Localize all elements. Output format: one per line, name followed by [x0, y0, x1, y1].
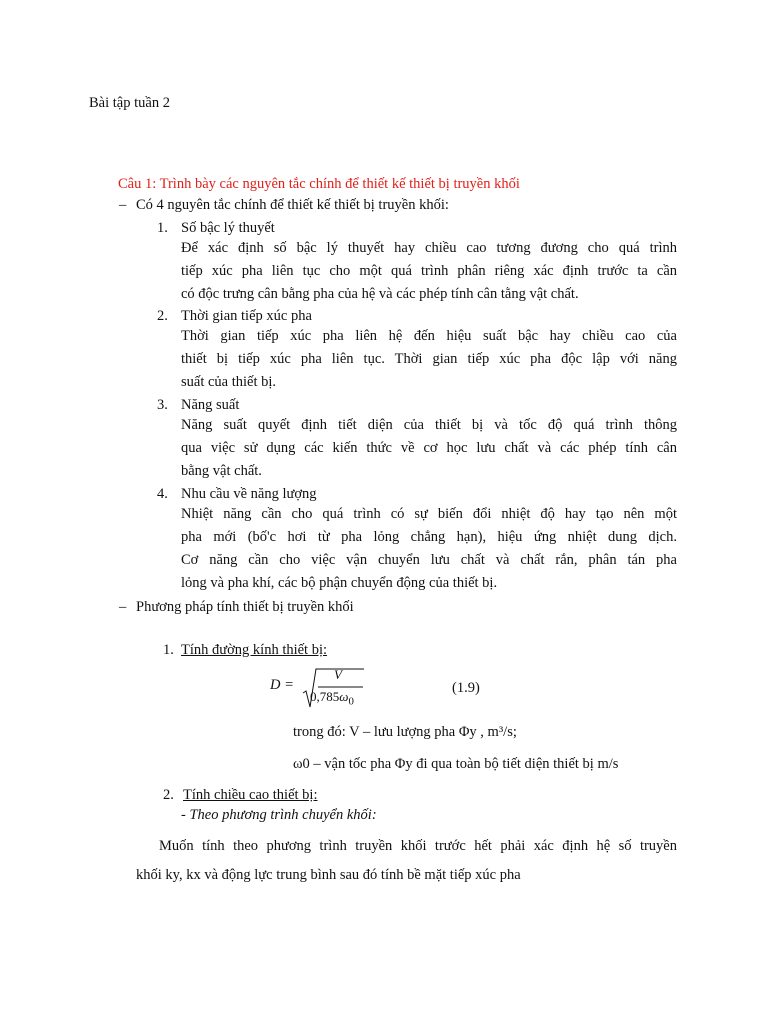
bullet-dash: – — [119, 599, 127, 615]
principle-1-title: Số bậc lý thuyết — [181, 220, 275, 236]
equation-number: (1.9) — [452, 680, 480, 696]
principle-3-line: Năng suất quyết định tiết diện của thiết bị và tốc độ quá trình thông — [181, 417, 677, 433]
principle-2-line: thiết bị tiếp xúc pha liên tục. Thời gian tiếp xúc pha độc lập với năng — [181, 351, 677, 367]
principle-4-number: 4. — [157, 486, 168, 502]
formula-lhs: D = — [270, 677, 294, 693]
bullet-dash: – — [119, 197, 127, 213]
principle-2-line: Thời gian tiếp xúc pha liên hệ đến hiệu suất bậc hay chiều cao của — [181, 328, 677, 344]
diameter-formula — [270, 665, 400, 711]
principle-2-number: 2. — [157, 308, 168, 324]
principle-3-number: 3. — [157, 397, 168, 413]
principle-4-line: Nhiệt năng cần cho quá trình có sự biến đổi nhiệt độ hay tạo nên một — [181, 506, 677, 522]
step-1-title: Tính đường kính thiết bị: — [181, 642, 328, 658]
step-2-subtitle: - Theo phương trình chuyển khối: — [181, 807, 377, 823]
principle-4-line: pha mới (bố'c hơi từ pha lỏng chẳng hạn), hiệu ứng nhiệt dung dịch. — [181, 529, 677, 545]
principle-3-title: Năng suất — [181, 397, 240, 413]
step-2-paragraph-line: Muốn tính theo phương trình truyền khối trước hết phải xác định hệ số truyền — [159, 838, 677, 854]
step-1-number: 1. — [163, 642, 174, 658]
where-line-flow: trong đó: V – lưu lượng pha Φy , m³/s; — [293, 724, 517, 740]
principle-2-line: suất của thiết bị. — [181, 374, 277, 390]
principle-1-number: 1. — [157, 220, 168, 236]
step-2-title: Tính chiều cao thiết bị: — [183, 787, 318, 803]
principle-4-line: lỏng và pha khí, các bộ phận chuyển động của thiết bị. — [181, 575, 498, 591]
principle-4-line: Cơ năng cần cho việc vận chuyển lưu chất và chất rắn, phân tán pha — [181, 552, 677, 568]
formula-numerator: V — [334, 667, 342, 682]
principle-3-line: qua việc sử dụng các kiến thức về cơ học lưu chất và các phép tính cân — [181, 440, 677, 456]
where-line-velocity: ω0 – vận tốc pha Φy đi qua toàn bộ tiết diện thiết bị m/s — [293, 756, 619, 772]
step-2-paragraph-line: khối ky, kx và động lực trung bình sau đó tính bề mặt tiếp xúc pha — [136, 867, 521, 883]
principle-3-line: bằng vật chất. — [181, 463, 262, 479]
principle-2-title: Thời gian tiếp xúc pha — [181, 308, 312, 324]
principle-1-line: có độc trưng cân bằng pha của hệ và các phép tính cân tằng vật chất. — [181, 286, 579, 302]
formula-denominator: $0,785\omega_0$ — [310, 689, 354, 708]
principles-intro: Có 4 nguyên tắc chính để thiết kế thiết bị truyền khối: — [136, 197, 449, 213]
principle-4-title: Nhu cầu về năng lượng — [181, 486, 317, 502]
principle-1-line: tiếp xúc pha liên tục cho một quá trình phân riêng xác định trước ta cần — [181, 263, 677, 279]
question-1-heading: Câu 1: Trình bày các nguyên tắc chính để thiết kế thiết bị truyền khối — [118, 176, 520, 192]
method-heading: Phương pháp tính thiết bị truyền khối — [136, 599, 354, 615]
document-title: Bài tập tuần 2 — [89, 95, 170, 111]
principle-1-line: Để xác định số bậc lý thuyết hay chiều cao tương đương cho quá trình — [181, 240, 677, 256]
step-2-number: 2. — [163, 787, 174, 803]
